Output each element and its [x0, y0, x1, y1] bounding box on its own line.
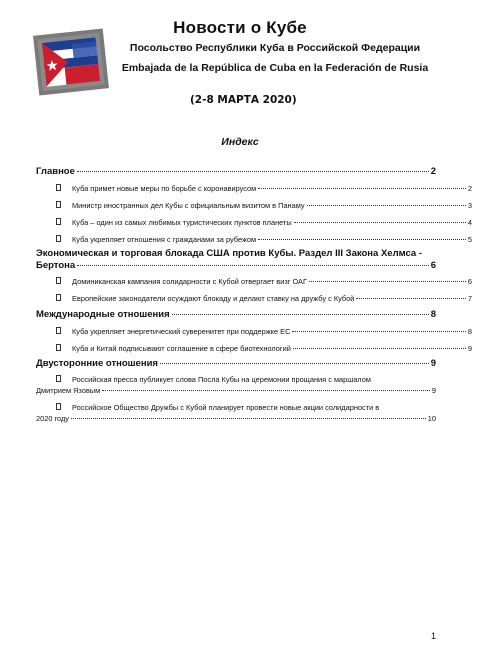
toc-section-label-line1: Экономическая и торговая блокада США против Кубы. Раздел III Закона Хелмса -	[36, 248, 422, 259]
leader-dots	[258, 238, 466, 240]
toc-item-label: Европейские законодатели осуждают блокаду и делают ставку на дружбу с Кубой	[72, 294, 355, 303]
page-number: 1	[430, 631, 436, 641]
newsletter-title: Новости о Кубе	[173, 18, 307, 37]
toc-section-label: Двусторонние отношения	[36, 358, 158, 369]
bullet-icon	[56, 403, 61, 410]
toc-item[interactable]	[36, 326, 472, 337]
toc-item[interactable]	[36, 217, 472, 228]
index-heading: Индекс	[221, 136, 259, 148]
toc-page-number: 8	[430, 309, 436, 320]
toc-page-number: 6	[430, 260, 436, 271]
toc-item-label: Доминиканская кампания солидарности с Кубой отвергает визг ОАГ	[72, 277, 307, 286]
toc-item[interactable]	[36, 276, 472, 287]
leader-dots	[77, 264, 429, 266]
leader-dots	[356, 297, 466, 299]
bullet-icon	[56, 218, 61, 225]
issue-date: (2-8 МАРТА 2020)	[190, 94, 297, 106]
toc-item[interactable]	[36, 374, 436, 396]
embassy-name-ru: Посольство Республики Куба в Российской Федерации	[129, 42, 421, 54]
toc-page-number: 9	[467, 344, 472, 353]
toc-item-label: Куба укрепляет энергетический суверенитет при поддержке ЕС	[72, 327, 291, 336]
toc-page-number: 2	[430, 166, 436, 177]
bullet-icon	[56, 375, 61, 382]
leader-dots	[160, 362, 429, 364]
bullet-icon	[56, 294, 61, 301]
toc-item-label-line2: 2020 году	[36, 414, 69, 423]
toc-page-number: 4	[467, 218, 472, 227]
toc-item[interactable]	[36, 293, 472, 304]
leader-dots	[102, 389, 430, 391]
toc-item[interactable]	[36, 234, 472, 245]
toc-section-label: Главное	[36, 166, 75, 177]
toc-page-number: 8	[467, 327, 472, 336]
toc-item-label-line1: Российское Общество Дружбы с Кубой планирует провести новые акции солидарности в	[72, 403, 380, 412]
toc-page-number: 2	[467, 184, 472, 193]
toc-section[interactable]	[36, 166, 436, 178]
toc-page-number: 7	[467, 294, 472, 303]
leader-dots	[172, 313, 429, 315]
toc-page-number: 5	[467, 235, 472, 244]
toc-section[interactable]	[36, 309, 436, 321]
toc-section-label-line2: Бертона	[36, 260, 76, 271]
leader-dots	[71, 417, 426, 419]
bullet-icon	[56, 344, 61, 351]
toc-item-label: Куба и Китай подписывают соглашение в сфере биотехнологий	[72, 344, 291, 353]
toc-item-label: Куба – один из самых любимых туристических пунктов планеты	[72, 218, 292, 227]
embassy-name-es: Embajada de la República de Cuba en la Federación de Rusia	[121, 62, 429, 74]
toc-item[interactable]	[36, 183, 472, 194]
toc-item[interactable]	[36, 343, 472, 354]
toc-section[interactable]	[36, 248, 436, 272]
toc-item-label-line1: Российская пресса публикует слова Посла Кубы на церемонии прощания с маршалом	[72, 375, 371, 384]
toc-page-number: 6	[467, 277, 472, 286]
bullet-icon	[56, 327, 61, 334]
leader-dots	[77, 170, 429, 172]
leader-dots	[294, 221, 466, 223]
leader-dots	[309, 280, 466, 282]
toc-section-label: Международные отношения	[36, 309, 170, 320]
toc-item[interactable]	[36, 200, 472, 211]
bullet-icon	[56, 277, 61, 284]
toc-item-label-line2: Дмитрием Язовым	[36, 386, 101, 395]
toc-section[interactable]	[36, 358, 436, 370]
toc-page-number: 10	[427, 414, 436, 423]
toc-item-label: Куба укрепляет отношения с гражданами за рубежом	[72, 235, 257, 244]
toc-item-label: Куба примет новые меры по борьбе с коронавирусом	[72, 184, 257, 193]
toc-item[interactable]	[36, 402, 436, 424]
bullet-icon	[56, 201, 61, 208]
toc-page-number: 9	[431, 386, 436, 395]
bullet-icon	[56, 235, 61, 242]
leader-dots	[258, 187, 466, 189]
toc-page-number: 9	[430, 358, 436, 369]
leader-dots	[292, 330, 465, 332]
bullet-icon	[56, 184, 61, 191]
toc-item-label: Министр иностранных дел Кубы с официальным визитом в Панаму	[72, 201, 305, 210]
leader-dots	[307, 204, 466, 206]
leader-dots	[293, 347, 466, 349]
toc-page-number: 3	[467, 201, 472, 210]
